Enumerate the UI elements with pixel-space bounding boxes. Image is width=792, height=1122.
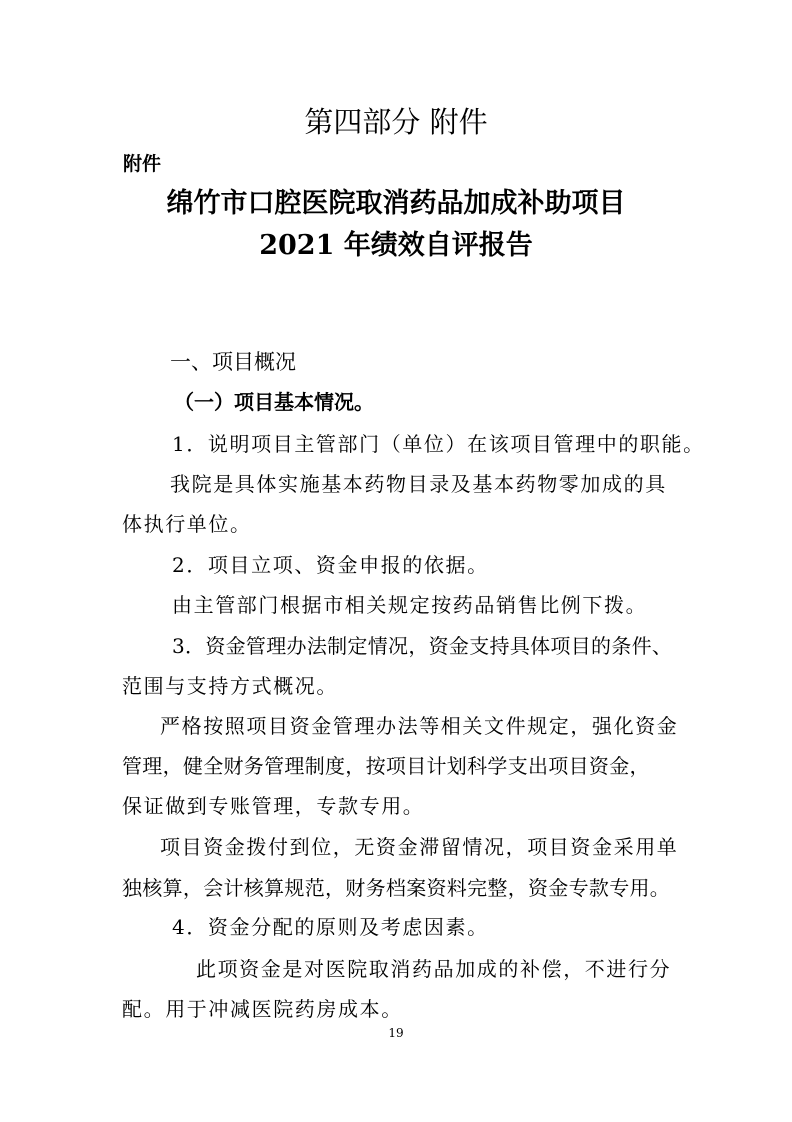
body-line: 严格按照项目资金管理办法等相关文件规定，强化资金: [160, 714, 679, 738]
body-line: 配。用于冲减医院药房成本。: [122, 997, 403, 1021]
body-line: 管理，健全财务管理制度，按项目计划科学支出项目资金，: [122, 754, 650, 778]
body-line: 独核算，会计核算规范，财务档案资料完整，资金专款专用。: [122, 876, 671, 900]
body-line: 体执行单位。: [122, 512, 252, 536]
body-line: 由主管部门根据市相关规定按药品销售比例下拨。: [172, 593, 648, 617]
body-line: 4．资金分配的原则及考虑因素。: [172, 915, 489, 939]
attachment-label: 附件: [123, 153, 162, 175]
body-line: 我院是具体实施基本药物目录及基本药物零加成的具: [170, 472, 667, 496]
body-line: 此项资金是对医院取消药品加成的补偿，不进行分: [196, 957, 672, 981]
body-line: 3．资金管理办法制定情况，资金支持具体项目的条件、: [172, 634, 673, 658]
part-title: 第四部分 附件: [304, 105, 488, 139]
report-title-line1: 绵竹市口腔医院取消药品加成补助项目: [166, 188, 626, 219]
body-line: 1．说明项目主管部门（单位）在该项目管理中的职能。: [172, 432, 705, 456]
body-line: 2．项目立项、资金申报的依据。: [172, 553, 489, 577]
subsection-heading: （一）项目基本情况。: [174, 390, 374, 414]
body-line: 范围与支持方式概况。: [122, 674, 338, 698]
body-line: 保证做到专账管理，专款专用。: [122, 794, 425, 818]
report-title-line2: 2021 年绩效自评报告: [259, 230, 533, 261]
body-line: 项目资金拨付到位，无资金滞留情况，项目资金采用单: [160, 835, 679, 859]
section-heading: 一、项目概况: [170, 350, 296, 374]
page-number: 19: [388, 1026, 404, 1040]
